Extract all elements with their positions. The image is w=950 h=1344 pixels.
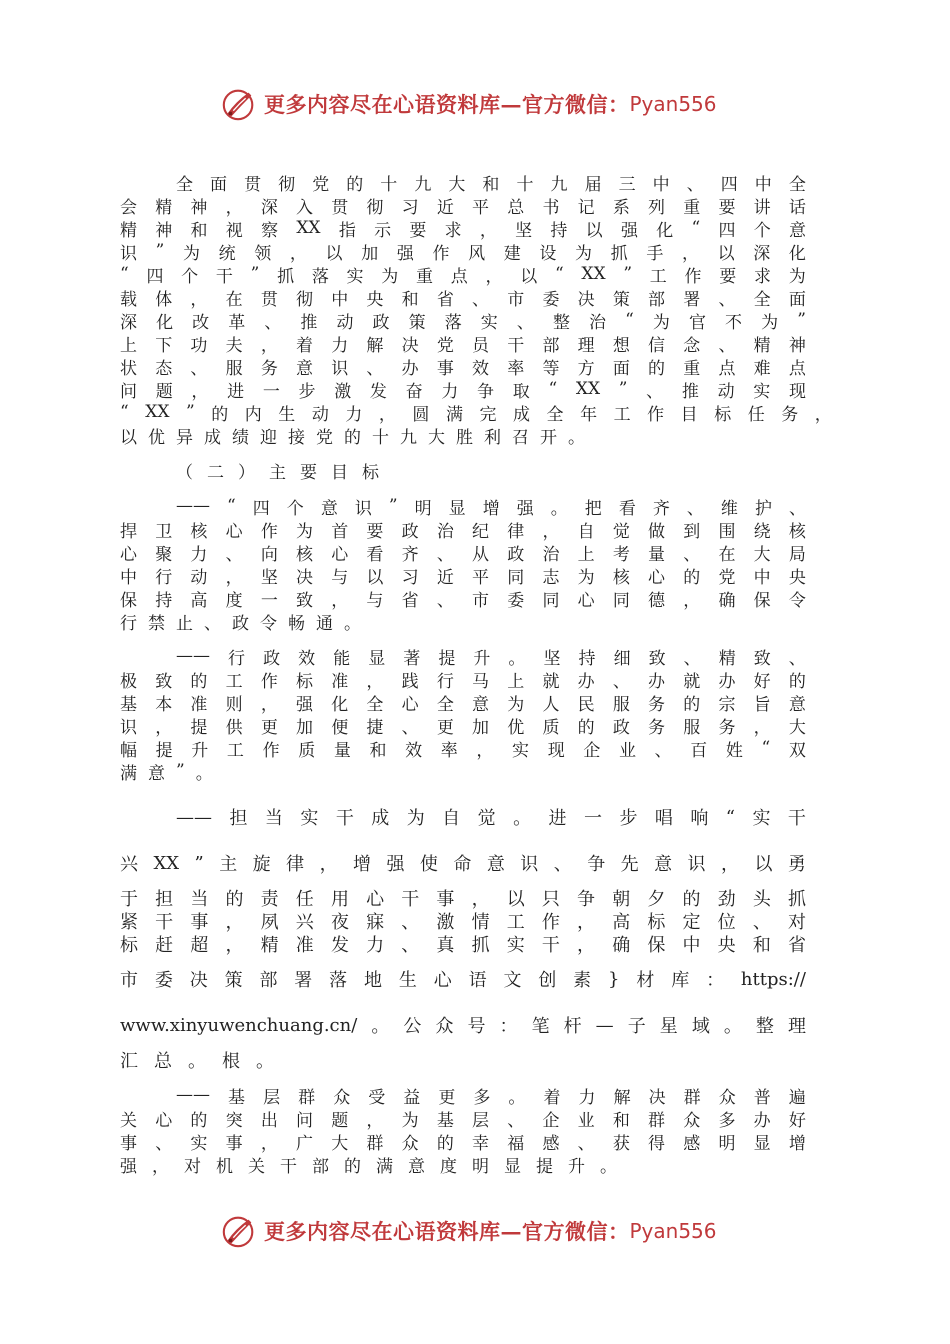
text-line: 标 赶 超 ， 精 准 发 力 、 真 抓 实 干 ， 确 保 中 央 和 省 xyxy=(120,935,806,956)
text-line: 基 本 准 则 ， 强 化 全 心 全 意 为 人 民 服 务 的 宗 旨 意 xyxy=(120,694,806,715)
text-line: 以 优 异 成 绩 迎 接 党 的 十 九 大 胜 利 召 开 。 xyxy=(120,427,585,448)
text-line: 保 持 高 度 一 致 ， 与 省 、 市 委 同 心 同 德 ， 确 保 令 xyxy=(120,590,806,611)
text-line: —— 行 政 效 能 显 著 提 升 。 坚 持 细 致 、 精 致 、 xyxy=(176,646,806,669)
text-line: 兴 XX ” 主 旋 律 ， 增 强 使 命 意 识 、 争 先 意 识 ， 以 勇 xyxy=(120,852,806,875)
footer-banner xyxy=(0,1211,950,1251)
text-line: 极 致 的 工 作 标 准 ， 践 行 马 上 就 办 、 办 就 办 好 的 xyxy=(120,671,806,692)
text-line: 中 行 动 ， 坚 决 与 以 习 近 平 同 志 为 核 心 的 党 中 央 xyxy=(120,567,806,588)
text-line: 行 禁 止 、 政 令 畅 通 。 xyxy=(120,613,361,634)
text-line: —— 基 层 群 众 受 益 更 多 。 着 力 解 决 群 众 普 遍 xyxy=(176,1085,806,1108)
text-line: 问 题 ， 进 一 步 激 发 奋 力 争 取 “ XX ” 、 推 动 实 现 xyxy=(120,379,806,402)
text-line: 强 ， 对 机 关 干 部 的 满 意 度 明 显 提 升 。 xyxy=(120,1156,617,1177)
text-line: 心 聚 力 、 向 核 心 看 齐 、 从 政 治 上 考 量 、 在 大 局 xyxy=(120,544,806,565)
text-line: —— “ 四 个 意 识 ” 明 显 增 强 。 把 看 齐 、 维 护 、 xyxy=(176,496,806,519)
text-line: “ 四 个 干 ” 抓 落 实 为 重 点 ， 以 “ XX ” 工 作 要 求 为 xyxy=(120,264,806,287)
text-line: 汇 总 。 根 。 xyxy=(120,1051,274,1072)
text-line: 幅 提 升 工 作 质 量 和 效 率 ， 实 现 企 业 、 百 姓 “ 双 xyxy=(120,738,806,761)
banner-text: 更多内容尽在心语资料库—官方微信： xyxy=(264,92,630,117)
text-line: www.xinyuwenchuang.cn/ 。 公 众 号 ： 笔 杆 — 子 星 域 。 整 理 xyxy=(120,1014,806,1037)
text-line: 满 意 ” 。 xyxy=(120,761,213,784)
text-line: —— 担 当 实 干 成 为 自 觉 。 进 一 步 唱 响 “ 实 干 xyxy=(176,806,806,829)
text-line: 识 ” 为 统 领 ， 以 加 强 作 风 建 设 为 抓 手 ， 以 深 化 xyxy=(120,241,806,264)
text-line: 状 态 、 服 务 意 识 、 办 事 效 率 等 方 面 的 重 点 难 点 xyxy=(120,358,806,379)
text-line: 深 化 改 革 、 推 动 政 策 落 实 、 整 治 “ 为 官 不 为 ” xyxy=(120,310,806,333)
text-line: 事 、 实 事 ， 广 大 群 众 的 幸 福 感 、 获 得 感 明 显 增 xyxy=(120,1133,806,1154)
text-line: 于 担 当 的 责 任 用 心 干 事 ， 以 只 争 朝 夕 的 劲 头 抓 xyxy=(120,889,806,910)
pen-logo-icon xyxy=(220,1212,258,1250)
wechat-id: Pyan556 xyxy=(629,1219,717,1243)
text-line: 载 体 ， 在 贯 彻 中 央 和 省 、 市 委 决 策 部 署 、 全 面 xyxy=(120,289,806,310)
text-line: 市 委 决 策 部 署 落 地 生 心 语 文 创 素 } 材 库 ： https:// xyxy=(120,968,806,991)
text-line: 识 ， 提 供 更 加 便 捷 、 更 加 优 质 的 政 务 服 务 ， 大 xyxy=(120,717,806,738)
wechat-id: Pyan556 xyxy=(629,92,717,116)
text-line: 精 神 和 视 察 XX 指 示 要 求 ， 坚 持 以 强 化 “ 四 个 意 xyxy=(120,218,806,241)
text-line: 全 面 贯 彻 党 的 十 九 大 和 十 九 届 三 中 、 四 中 全 xyxy=(176,174,806,195)
text-line: 上 下 功 夫 ， 着 力 解 决 党 员 干 部 理 想 信 念 、 精 神 xyxy=(120,335,806,356)
header-banner xyxy=(0,84,950,124)
text-line: 捍 卫 核 心 作 为 首 要 政 治 纪 律 ， 自 觉 做 到 围 绕 核 xyxy=(120,521,806,542)
section-heading: （ 二 ） 主 要 目 标 xyxy=(176,462,379,483)
text-line: “ XX ” 的 内 生 动 力 ， 圆 满 完 成 全 年 工 作 目 标 任 务 ， xyxy=(120,402,832,425)
pen-logo-icon xyxy=(220,85,258,123)
text-line: 紧 干 事 ， 夙 兴 夜 寐 、 激 情 工 作 ， 高 标 定 位 、 对 xyxy=(120,912,806,933)
text-line: 会 精 神 ， 深 入 贯 彻 习 近 平 总 书 记 系 列 重 要 讲 话 xyxy=(120,197,806,218)
banner-text: 更多内容尽在心语资料库—官方微信： xyxy=(264,1219,630,1244)
text-line: 关 心 的 突 出 问 题 ， 为 基 层 、 企 业 和 群 众 多 办 好 xyxy=(120,1110,806,1131)
